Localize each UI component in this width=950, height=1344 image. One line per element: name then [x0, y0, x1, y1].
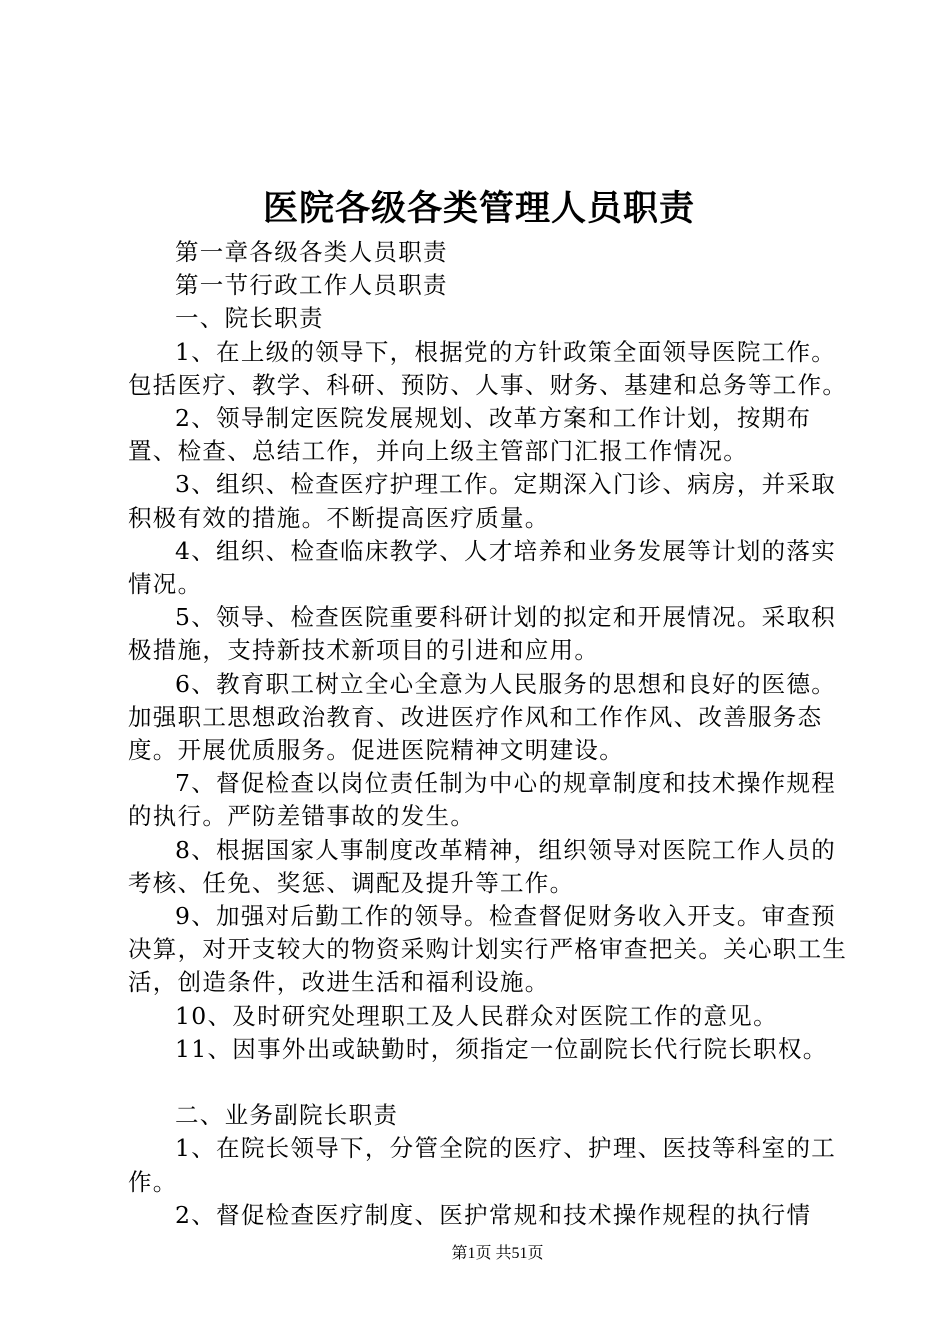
- paragraph: 3、组织、检查医疗护理工作。定期深入门诊、病房，并采取积极有效的措施。不断提高医疗质量。: [128, 470, 837, 532]
- paragraph: 1、在院长领导下，分管全院的医疗、护理、医技等科室的工作。: [128, 1134, 837, 1196]
- paragraph: 7、督促检查以岗位责任制为中心的规章制度和技术操作规程的执行。严防差错事故的发生。: [128, 769, 837, 831]
- paragraph: 1、在上级的领导下，根据党的方针政策全面领导医院工作。包括医疗、教学、科研、预防、人事、财务、基建和总务等工作。: [128, 337, 848, 399]
- document-body: [128, 236, 858, 1232]
- subsection-heading: 一、院长职责: [175, 304, 324, 333]
- document-title: 医院各级各类管理人员职责: [262, 188, 695, 229]
- paragraph: 2、督促检查医疗制度、医护常规和技术操作规程的执行情: [175, 1200, 812, 1229]
- blank-line: [128, 1066, 858, 1099]
- paragraph: 8、根据国家人事制度改革精神，组织领导对医院工作人员的考核、任免、奖惩、调配及提升等工作。: [128, 835, 837, 897]
- paragraph: 2、领导制定医院发展规划、改革方案和工作计划，按期布置、检查、总结工作，并向上级主管部门汇报工作情况。: [128, 404, 812, 466]
- chapter-heading: 第一章各级各类人员职责: [175, 238, 448, 266]
- paragraph: 5、领导、检查医院重要科研计划的拟定和开展情况。采取积极措施，支持新技术新项目的引进和应用。: [128, 603, 837, 665]
- paragraph: 4、组织、检查临床教学、人才培养和业务发展等计划的落实情况。: [128, 536, 837, 599]
- page-number: 第1页 共51页: [451, 1245, 544, 1262]
- section-heading: 第一节行政工作人员职责: [175, 271, 448, 300]
- paragraph: 9、加强对后勤工作的领导。检查督促财务收入开支。审查预决算，对开支较大的物资采购计划实行严格审查把关。关心职工生活，创造条件，改进生活和福利设施。: [128, 902, 848, 997]
- paragraph: 11、因事外出或缺勤时，须指定一位副院长代行院长职权。: [175, 1034, 828, 1063]
- paragraph: 6、教育职工树立全心全意为人民服务的思想和良好的医德。加强职工思想政治教育、改进医疗作风和工作作风、改善服务态度。开展优质服务。促进医院精神文明建设。: [128, 669, 837, 765]
- subsection-heading: 二、业务副院长职责: [175, 1101, 399, 1130]
- paragraph: 10、及时研究处理职工及人民群众对医院工作的意见。: [175, 1001, 778, 1030]
